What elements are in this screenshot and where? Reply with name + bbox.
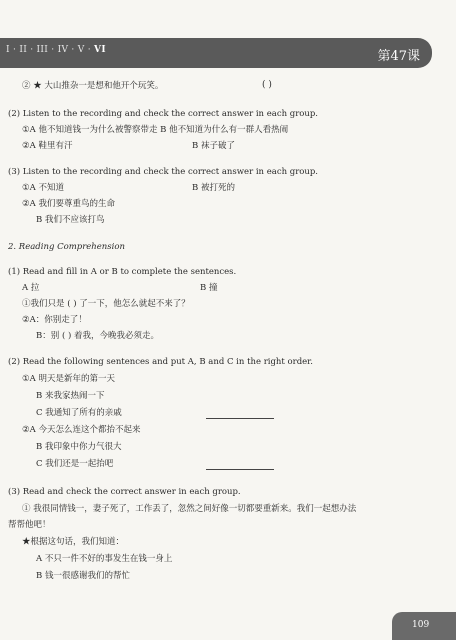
answer-paren[interactable]: ( ) bbox=[262, 80, 272, 90]
fill-sentence: ②A：你别走了！ bbox=[22, 315, 87, 325]
question-prompt: (3) Read and check the correct answer in each group. bbox=[8, 487, 241, 497]
answer-line[interactable] bbox=[206, 418, 274, 419]
option-line: B 被打死的 bbox=[192, 183, 235, 193]
nav-item[interactable]: II bbox=[19, 45, 28, 55]
option-line: ①A 他不知道钱一为什么被警察带走 B 他不知道为什么有一群人看热闹 bbox=[22, 125, 289, 135]
nav-item[interactable]: I bbox=[6, 45, 10, 55]
fill-sentence: B：别 ( ) 着我，今晚我必须走。 bbox=[36, 331, 159, 341]
answer-line[interactable] bbox=[206, 469, 274, 470]
option-line: A 拉 bbox=[22, 283, 40, 293]
order-item: B 我印象中你力气很大 bbox=[36, 442, 122, 452]
order-item: C 我通知了所有的亲戚 bbox=[36, 408, 122, 418]
option-line: B 袜子破了 bbox=[192, 141, 235, 151]
order-item: B 来我家热闹一下 bbox=[36, 391, 105, 401]
order-item: ②A 今天怎么连这个都抬不起来 bbox=[22, 425, 141, 435]
passage-text: ① 我很同情钱一，妻子死了，工作丢了，忽然之间好像一切都要重新来。我们一起想办法 bbox=[22, 504, 357, 514]
nav-item[interactable]: IV bbox=[57, 45, 69, 55]
page-number: 109 bbox=[412, 620, 430, 630]
option-line: ①A 不知道 bbox=[22, 183, 64, 193]
option-line: B 撞 bbox=[200, 283, 218, 293]
section-title: 2. Reading Comprehension bbox=[8, 242, 125, 252]
question-prompt: (1) Read and fill in A or B to complete the sentences. bbox=[8, 267, 237, 277]
order-item: ①A 明天是新年的第一天 bbox=[22, 374, 115, 384]
question-prompt: (2) Listen to the recording and check the correct answer in each group. bbox=[8, 109, 319, 119]
passage-text: 帮帮他吧！ bbox=[8, 520, 51, 530]
question-item: ② ★ 大山推杂一是想和他开个玩笑。 bbox=[22, 81, 164, 91]
option-line: ②A 我们要尊重鸟的生命 bbox=[22, 199, 115, 209]
question-prompt: (2) Read the following sentences and put A, B and C in the right order. bbox=[8, 357, 313, 367]
lesson-title: 第47课 bbox=[377, 49, 420, 64]
fill-sentence: ①我们只是 ( ) 了一下，他怎么就起不来了？ bbox=[22, 299, 190, 309]
option-line: B 我们不应该打鸟 bbox=[36, 215, 105, 225]
question-prompt: (3) Listen to the recording and check the correct answer in each group. bbox=[8, 167, 319, 177]
order-item: C 我们还是一起抬吧 bbox=[36, 459, 114, 469]
option-line: ②A 鞋里有汗 bbox=[22, 141, 73, 151]
nav-item[interactable]: III bbox=[36, 45, 49, 55]
option-line: A 不只一件不好的事发生在钱一身上 bbox=[36, 554, 173, 564]
nav-item-active[interactable]: VI bbox=[94, 45, 106, 55]
nav-item[interactable]: V bbox=[77, 45, 85, 55]
option-line: B 钱一很感谢我们的帮忙 bbox=[36, 571, 130, 581]
question-stem: ★根据这句话，我们知道： bbox=[22, 537, 125, 547]
lesson-nav: I · II · III · IV · V · VI bbox=[6, 45, 106, 55]
